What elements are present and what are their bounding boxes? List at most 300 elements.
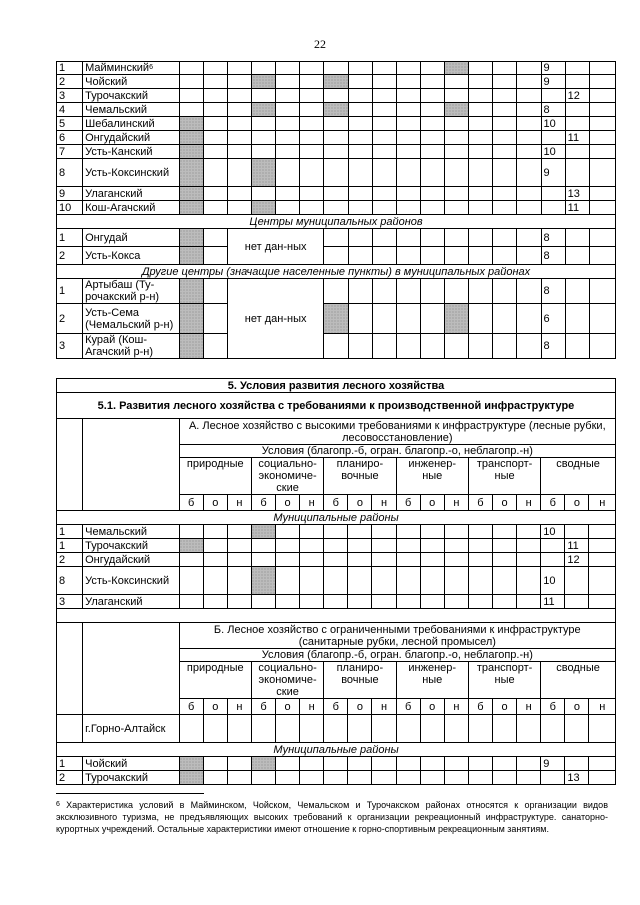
condition-cell xyxy=(517,103,541,117)
row-name-text: Чемальский xyxy=(85,525,148,538)
condition-cell xyxy=(445,159,469,187)
condition-cell xyxy=(300,62,324,75)
summary-value: 9 xyxy=(541,62,565,75)
letter-header: н xyxy=(517,699,541,715)
condition-cell xyxy=(227,145,251,159)
condition-cell xyxy=(324,131,348,145)
row-name xyxy=(83,553,179,567)
condition-cell xyxy=(300,757,324,771)
condition-cell xyxy=(203,525,227,539)
condition-cell xyxy=(493,89,517,103)
table-row xyxy=(57,159,616,187)
table-row xyxy=(57,89,616,103)
condition-cell xyxy=(348,89,372,103)
row-name xyxy=(83,187,180,201)
condition-cell xyxy=(348,757,372,771)
condition-cell xyxy=(517,771,541,785)
condition-cell xyxy=(252,145,276,159)
footnote-text: Характеристика условий в Майминском, Чойском, Чемальском и Турочакском районах относятся к организации видов эксклюзивного туризма, не предъявляющих высоких требований к организации рекреационный инфраструктуре. санаторно-курортных учреждений. Остальные характеристики имеют отношение к горно-спортивным рекреационным занятиям. xyxy=(56,800,608,834)
condition-cell xyxy=(396,771,420,785)
condition-cell xyxy=(565,75,589,89)
row-number: 1 xyxy=(57,525,83,539)
condition-cell xyxy=(300,89,324,103)
condition-cell xyxy=(276,75,300,89)
row-name-text: Онгудайский xyxy=(85,553,151,566)
letter-header: о xyxy=(203,495,227,511)
row-name-text: Улаганский xyxy=(85,595,143,608)
letter-header: б xyxy=(324,495,348,511)
condition-cell xyxy=(300,567,324,595)
row-name: Курай (Кош-Агачский р-н) xyxy=(83,334,180,359)
condition-cell xyxy=(324,75,348,89)
table-row xyxy=(57,247,616,265)
table-row xyxy=(57,75,616,89)
footnote-ref: 6 xyxy=(149,64,153,71)
group-header: транспорт-ные xyxy=(468,662,540,699)
condition-cell xyxy=(227,62,251,75)
condition-cell xyxy=(324,145,348,159)
group-header: планиро-вочные xyxy=(324,458,396,495)
condition-cell xyxy=(493,62,517,75)
condition-cell xyxy=(420,187,444,201)
summary-value: 10 xyxy=(541,117,565,131)
no-data-note: нет дан-ных xyxy=(227,279,324,359)
condition-cell xyxy=(251,567,275,595)
condition-cell xyxy=(179,89,203,103)
condition-cell xyxy=(227,771,251,785)
condition-cell xyxy=(372,145,396,159)
condition-cell xyxy=(444,525,468,539)
condition-cell xyxy=(493,201,517,215)
condition-cell xyxy=(517,117,541,131)
condition-cell xyxy=(396,201,420,215)
condition-cell xyxy=(276,567,300,595)
condition-cell xyxy=(493,103,517,117)
condition-cell xyxy=(565,247,589,265)
condition-cell xyxy=(396,131,420,145)
row-name-text: Онгудайский xyxy=(85,131,151,144)
condition-cell xyxy=(300,539,324,553)
condition-cell xyxy=(517,62,541,75)
footnote-mark: 6 xyxy=(56,801,60,808)
condition-cell xyxy=(324,229,348,247)
condition-cell xyxy=(324,567,348,595)
condition-cell xyxy=(396,567,420,595)
condition-cell xyxy=(565,117,589,131)
group-header: планиро-вочные xyxy=(324,662,396,699)
condition-cell xyxy=(348,525,372,539)
summary-value: 10 xyxy=(541,145,565,159)
condition-cell xyxy=(469,117,493,131)
summary-value: 8 xyxy=(541,229,565,247)
condition-cell xyxy=(420,201,444,215)
condition-cell xyxy=(324,771,348,785)
condition-cell xyxy=(324,187,348,201)
condition-cell xyxy=(420,131,444,145)
condition-cell xyxy=(179,117,203,131)
condition-cell xyxy=(541,201,565,215)
condition-cell xyxy=(179,567,203,595)
row-number: 2 xyxy=(57,304,83,334)
condition-cell xyxy=(565,567,589,595)
letter-header: б xyxy=(468,699,492,715)
condition-cell xyxy=(589,595,616,609)
letter-header: н xyxy=(517,495,541,511)
letter-header: о xyxy=(420,495,444,511)
row-name-text: Турочакский xyxy=(85,539,148,552)
summary-value: 12 xyxy=(565,553,589,567)
row-name xyxy=(83,89,180,103)
row-number: 1 xyxy=(57,62,83,75)
condition-cell xyxy=(469,131,493,145)
condition-cell xyxy=(300,159,324,187)
condition-cell xyxy=(348,334,372,359)
letter-header: н xyxy=(589,495,616,511)
condition-cell xyxy=(589,103,615,117)
condition-cell xyxy=(420,525,444,539)
condition-cell xyxy=(445,279,469,304)
condition-cell xyxy=(493,159,517,187)
row-name xyxy=(83,159,180,187)
condition-cell xyxy=(179,553,203,567)
condition-cell xyxy=(276,771,300,785)
condition-cell xyxy=(517,187,541,201)
condition-cell xyxy=(517,595,541,609)
condition-cell xyxy=(227,131,251,145)
condition-cell xyxy=(589,525,616,539)
row-name: г.Горно-Алтайск xyxy=(83,715,179,743)
condition-cell xyxy=(445,117,469,131)
condition-cell xyxy=(179,187,203,201)
summary-value: 13 xyxy=(565,187,589,201)
condition-cell xyxy=(445,201,469,215)
condition-cell xyxy=(589,159,615,187)
condition-cell xyxy=(372,159,396,187)
condition-cell xyxy=(493,539,517,553)
condition-cell xyxy=(469,62,493,75)
condition-cell xyxy=(420,757,444,771)
row-name-text: Шебалинский xyxy=(85,117,155,130)
condition-cell xyxy=(517,539,541,553)
condition-cell xyxy=(589,145,615,159)
condition-cell xyxy=(203,75,227,89)
header-blank xyxy=(83,623,179,715)
condition-cell xyxy=(227,539,251,553)
condition-cell xyxy=(276,62,300,75)
condition-cell xyxy=(517,247,541,265)
condition-cell xyxy=(517,229,541,247)
condition-cell xyxy=(517,567,541,595)
row-number: 1 xyxy=(57,229,83,247)
condition-cell xyxy=(468,757,492,771)
condition-cell xyxy=(252,117,276,131)
condition-cell xyxy=(372,117,396,131)
section-other: Другие центры (значащие населенные пункты) в муниципальных районах xyxy=(57,265,616,279)
condition-cell xyxy=(517,279,541,304)
letter-header: о xyxy=(565,699,589,715)
condition-cell xyxy=(227,75,251,89)
condition-cell xyxy=(589,89,615,103)
row-name-text: Майминский xyxy=(85,62,150,74)
condition-cell xyxy=(227,201,251,215)
condition-cell xyxy=(300,201,324,215)
condition-cell xyxy=(179,201,203,215)
letter-header: б xyxy=(541,699,565,715)
condition-cell xyxy=(469,304,493,334)
condition-cell xyxy=(251,553,275,567)
condition-cell xyxy=(251,757,275,771)
row-number xyxy=(57,715,83,743)
condition-cell xyxy=(493,75,517,89)
row-name-text: Чойский xyxy=(85,75,128,88)
summary-value: 9 xyxy=(541,75,565,89)
letter-header: о xyxy=(493,495,517,511)
conditions-header: Условия (благопр.-б, огран. благопр.-о, неблагопр.-н) xyxy=(179,445,615,458)
condition-cell xyxy=(589,247,615,265)
condition-cell xyxy=(444,567,468,595)
condition-cell xyxy=(469,187,493,201)
condition-cell xyxy=(589,715,616,743)
condition-cell xyxy=(203,279,227,304)
header-blank xyxy=(83,419,179,511)
summary-value: 10 xyxy=(541,567,565,595)
condition-cell xyxy=(493,715,517,743)
condition-cell xyxy=(372,771,396,785)
table-row xyxy=(57,715,616,743)
row-name-text: Турочакский xyxy=(85,771,148,784)
condition-cell xyxy=(300,75,324,89)
condition-cell xyxy=(396,103,420,117)
letter-header: о xyxy=(493,699,517,715)
row-name-text: Усть-Канский xyxy=(85,145,153,158)
row-name: Онгудай xyxy=(83,229,180,247)
condition-cell xyxy=(420,145,444,159)
condition-cell xyxy=(372,304,396,334)
condition-cell xyxy=(179,145,203,159)
row-number: 8 xyxy=(57,159,83,187)
letter-header: о xyxy=(203,699,227,715)
condition-cell xyxy=(203,201,227,215)
condition-cell xyxy=(493,567,517,595)
letter-header: о xyxy=(348,495,372,511)
condition-cell xyxy=(372,201,396,215)
condition-cell xyxy=(541,131,565,145)
condition-cell xyxy=(300,715,324,743)
condition-cell xyxy=(348,771,372,785)
summary-value: 11 xyxy=(565,131,589,145)
condition-cell xyxy=(420,771,444,785)
condition-cell xyxy=(565,525,589,539)
condition-cell xyxy=(203,62,227,75)
condition-cell xyxy=(541,715,565,743)
condition-cell xyxy=(324,757,348,771)
forestry-conditions-table xyxy=(56,378,616,785)
condition-cell xyxy=(444,595,468,609)
condition-cell xyxy=(179,771,203,785)
condition-cell xyxy=(324,553,348,567)
condition-cell xyxy=(589,553,616,567)
condition-cell xyxy=(444,539,468,553)
condition-cell xyxy=(300,553,324,567)
condition-cell xyxy=(348,553,372,567)
letter-header: б xyxy=(396,495,420,511)
condition-cell xyxy=(517,525,541,539)
summary-value: 9 xyxy=(541,757,565,771)
row-number: 1 xyxy=(57,757,83,771)
condition-cell xyxy=(517,201,541,215)
condition-cell xyxy=(251,525,275,539)
letter-header: о xyxy=(276,495,300,511)
condition-cell xyxy=(396,553,420,567)
row-name xyxy=(83,567,179,595)
section-municipal: Муниципальные районы xyxy=(57,511,616,525)
condition-cell xyxy=(300,187,324,201)
condition-cell xyxy=(348,595,372,609)
condition-cell xyxy=(251,771,275,785)
condition-cell xyxy=(589,187,615,201)
condition-cell xyxy=(565,145,589,159)
condition-cell xyxy=(203,553,227,567)
condition-cell xyxy=(565,304,589,334)
condition-cell xyxy=(372,247,396,265)
condition-cell xyxy=(517,334,541,359)
condition-cell xyxy=(227,525,251,539)
condition-cell xyxy=(251,715,275,743)
condition-cell xyxy=(445,187,469,201)
condition-cell xyxy=(227,103,251,117)
condition-cell xyxy=(444,757,468,771)
condition-cell xyxy=(420,304,444,334)
table-row xyxy=(57,334,616,359)
condition-cell xyxy=(589,131,615,145)
condition-cell xyxy=(493,595,517,609)
table-row xyxy=(57,229,616,247)
condition-cell xyxy=(372,131,396,145)
summary-value: 8 xyxy=(541,334,565,359)
condition-cell xyxy=(372,539,396,553)
table-row xyxy=(57,103,616,117)
condition-cell xyxy=(324,117,348,131)
condition-cell xyxy=(372,567,396,595)
condition-cell xyxy=(396,247,420,265)
condition-cell xyxy=(372,525,396,539)
condition-cell xyxy=(517,89,541,103)
condition-cell xyxy=(203,715,227,743)
condition-cell xyxy=(469,75,493,89)
group-header: природные xyxy=(179,662,251,699)
conditions-header: Условия (благопр.-б, огран. благопр.-о, неблагопр.-н) xyxy=(179,649,615,662)
condition-cell xyxy=(251,595,275,609)
table-row xyxy=(57,62,616,75)
summary-value: 11 xyxy=(541,595,565,609)
condition-cell xyxy=(420,159,444,187)
condition-cell xyxy=(468,595,492,609)
condition-cell xyxy=(276,145,300,159)
summary-value: 9 xyxy=(541,159,565,187)
condition-cell xyxy=(420,117,444,131)
condition-cell xyxy=(179,539,203,553)
condition-cell xyxy=(348,229,372,247)
row-name: Усть-Сема (Чемальский р-н) xyxy=(83,304,180,334)
letter-header: б xyxy=(179,495,203,511)
letter-header: н xyxy=(300,495,324,511)
condition-cell xyxy=(469,334,493,359)
condition-cell xyxy=(179,757,203,771)
row-name xyxy=(83,595,179,609)
condition-cell xyxy=(227,89,251,103)
condition-cell xyxy=(203,117,227,131)
letter-header: н xyxy=(372,495,396,511)
condition-cell xyxy=(565,103,589,117)
condition-cell xyxy=(324,595,348,609)
section-subtitle: 5.1. Развития лесного хозяйства с требованиями к производственной инфраструктуре xyxy=(57,393,616,419)
letter-header: б xyxy=(251,495,275,511)
condition-cell xyxy=(348,131,372,145)
condition-cell xyxy=(445,229,469,247)
condition-cell xyxy=(179,525,203,539)
condition-cell xyxy=(348,159,372,187)
condition-cell xyxy=(227,757,251,771)
condition-cell xyxy=(589,334,615,359)
row-name xyxy=(83,145,180,159)
condition-cell xyxy=(420,279,444,304)
row-number: 4 xyxy=(57,103,83,117)
group-header: транспорт-ные xyxy=(468,458,540,495)
summary-value: 11 xyxy=(565,201,589,215)
header-blank xyxy=(57,623,83,715)
summary-value: 10 xyxy=(541,525,565,539)
condition-cell xyxy=(179,75,203,89)
condition-cell xyxy=(493,279,517,304)
condition-cell xyxy=(372,103,396,117)
row-name-text: Чойский xyxy=(85,757,128,770)
condition-cell xyxy=(420,62,444,75)
row-name xyxy=(83,539,179,553)
condition-cell xyxy=(589,201,615,215)
condition-cell xyxy=(517,75,541,89)
condition-cell xyxy=(396,525,420,539)
condition-cell xyxy=(565,595,589,609)
summary-value: 12 xyxy=(565,89,589,103)
letter-header: н xyxy=(372,699,396,715)
condition-cell xyxy=(300,145,324,159)
summary-value: 8 xyxy=(541,103,565,117)
condition-cell xyxy=(565,279,589,304)
condition-cell xyxy=(517,145,541,159)
condition-cell xyxy=(348,187,372,201)
group-header: социально-экономиче-ские xyxy=(251,662,323,699)
condition-cell xyxy=(589,75,615,89)
condition-cell xyxy=(396,117,420,131)
row-name xyxy=(83,103,180,117)
condition-cell xyxy=(276,159,300,187)
letter-header: о xyxy=(348,699,372,715)
condition-cell xyxy=(445,75,469,89)
row-number: 2 xyxy=(57,75,83,89)
condition-cell xyxy=(420,553,444,567)
condition-cell xyxy=(203,159,227,187)
condition-cell xyxy=(372,334,396,359)
condition-cell xyxy=(396,539,420,553)
condition-cell xyxy=(445,62,469,75)
condition-cell xyxy=(300,131,324,145)
table-row xyxy=(57,131,616,145)
letter-header: о xyxy=(276,699,300,715)
condition-cell xyxy=(324,715,348,743)
condition-cell xyxy=(227,595,251,609)
condition-cell xyxy=(493,247,517,265)
condition-cell xyxy=(324,89,348,103)
